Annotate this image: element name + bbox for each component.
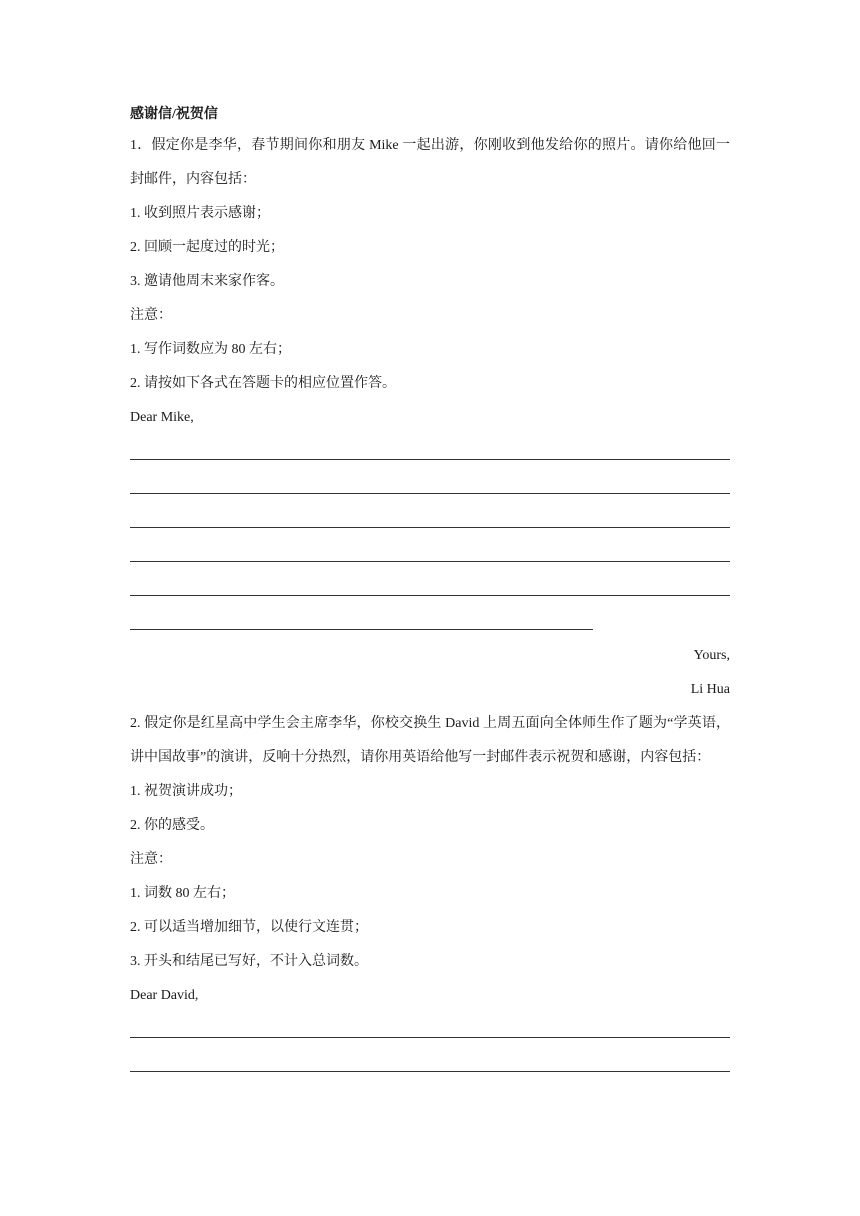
q2-item: 2. 你的感受。 (130, 818, 214, 833)
q1-note: 1. 写作词数应为 80 左右； (130, 342, 291, 357)
q1-closing: Yours, (693, 648, 730, 663)
q2-note: 1. 词数 80 左右； (130, 886, 235, 901)
q1-item: 1. 收到照片表示感谢； (130, 206, 270, 221)
answer-line (130, 571, 730, 605)
q1-prompt: 1．假定你是李华，春节期间你和朋友 Mike 一起出游，你刚收到他发给你的照片。请你给他回一封邮件，内容包括： (130, 138, 730, 187)
q1-note: 2. 请按如下各式在答题卡的相应位置作答。 (130, 376, 396, 391)
q2-note: 3. 开头和结尾已写好，不计入总词数。 (130, 954, 368, 969)
document-content (130, 101, 730, 1081)
q2-greeting: Dear David, (130, 988, 199, 1003)
answer-line (130, 1047, 730, 1081)
q2-prompt: 2. 假定你是红星高中学生会主席李华，你校交换生 David 上周五面向全体师生作了题为“学英语，讲中国故事”的演讲，反响十分热烈，请你用英语给他写一封邮件表示祝贺和感谢，内容包括： (130, 716, 730, 765)
answer-line (130, 1013, 730, 1047)
answer-line (130, 605, 730, 639)
q1-item: 3. 邀请他周末来家作客。 (130, 274, 284, 289)
answer-line (130, 435, 730, 469)
q1-item: 2. 回顾一起度过的时光； (130, 240, 284, 255)
answer-line (130, 469, 730, 503)
q2-item: 1. 祝贺演讲成功； (130, 784, 242, 799)
q1-signature: Li Hua (690, 682, 730, 697)
answer-line (130, 537, 730, 571)
q2-note-label: 注意： (130, 852, 172, 867)
section-title: 感谢信/祝贺信 (130, 107, 218, 122)
answer-line (130, 503, 730, 537)
q2-note: 2. 可以适当增加细节，以使行文连贯； (130, 920, 368, 935)
q1-greeting: Dear Mike, (130, 410, 194, 425)
q1-note-label: 注意： (130, 308, 172, 323)
